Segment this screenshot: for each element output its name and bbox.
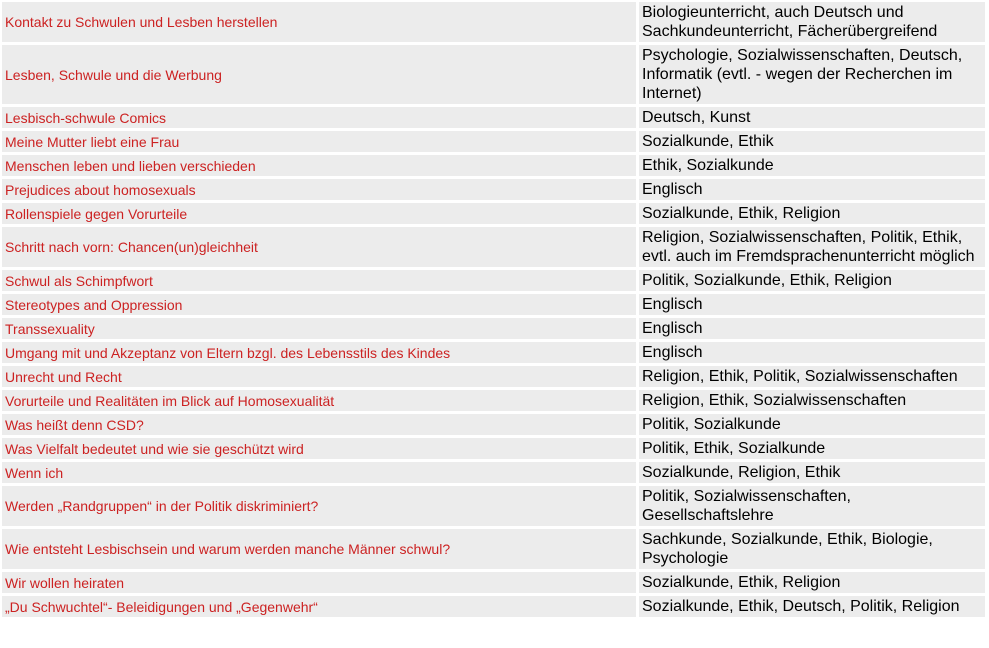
subjects-cell: Sozialkunde, Ethik, Deutsch, Politik, Religion: [639, 596, 985, 617]
table-body: [2, 2, 985, 617]
lesson-title-link[interactable]: Wir wollen heiraten: [5, 574, 125, 591]
lesson-title-cell: [2, 572, 636, 593]
lesson-title-link[interactable]: Was Vielfalt bedeutet und wie sie geschützt wird: [5, 440, 304, 457]
lesson-title-link[interactable]: Lesben, Schwule und die Werbung: [5, 66, 222, 83]
subjects-cell: Sozialkunde, Religion, Ethik: [639, 462, 985, 483]
subjects-cell: Sozialkunde, Ethik, Religion: [639, 572, 985, 593]
subjects-cell: Politik, Ethik, Sozialkunde: [639, 438, 985, 459]
table-row: [2, 572, 985, 593]
table-row: [2, 45, 985, 104]
subjects-cell: Politik, Sozialkunde: [639, 414, 985, 435]
lesson-title-link[interactable]: „Du Schwuchtel“- Beleidigungen und „Gegenwehr“: [5, 598, 318, 615]
table-row: [2, 227, 985, 267]
table-row: [2, 107, 985, 128]
subjects-cell: Englisch: [639, 294, 985, 315]
lesson-title-link[interactable]: Rollenspiele gegen Vorurteile: [5, 205, 188, 222]
lesson-title-cell: [2, 179, 636, 200]
lesson-title-link[interactable]: Wenn ich: [5, 464, 64, 481]
lesson-title-cell: [2, 270, 636, 291]
subjects-cell: Englisch: [639, 179, 985, 200]
subjects-cell: Politik, Sozialwissenschaften, Gesellschaftslehre: [639, 486, 985, 526]
lesson-title-cell: [2, 529, 636, 569]
lesson-title-link[interactable]: Menschen leben und lieben verschieden: [5, 157, 256, 174]
lesson-title-cell: [2, 227, 636, 267]
subjects-cell: Ethik, Sozialkunde: [639, 155, 985, 176]
table-row: [2, 390, 985, 411]
subjects-cell: Religion, Ethik, Sozialwissenschaften: [639, 390, 985, 411]
lesson-title-cell: [2, 203, 636, 224]
lesson-title-cell: [2, 45, 636, 104]
lesson-title-link[interactable]: Schritt nach vorn: Chancen(un)gleichheit: [5, 239, 258, 255]
table-row: [2, 486, 985, 526]
lesson-title-cell: [2, 318, 636, 339]
subjects-cell: Englisch: [639, 342, 985, 363]
table-row: [2, 462, 985, 483]
table-row: [2, 529, 985, 569]
subjects-cell: Politik, Sozialkunde, Ethik, Religion: [639, 270, 985, 291]
table-row: [2, 131, 985, 152]
lesson-title-cell: [2, 342, 636, 363]
lesson-title-link[interactable]: Schwul als Schimpfwort: [5, 272, 153, 289]
lesson-title-cell: [2, 2, 636, 42]
lesson-title-link[interactable]: Wie entsteht Lesbischsein und warum werden manche Männer schwul?: [5, 541, 451, 557]
table-row: [2, 414, 985, 435]
lesson-title-link[interactable]: Unrecht und Recht: [5, 368, 122, 385]
lesson-title-cell: [2, 294, 636, 315]
lesson-title-cell: [2, 438, 636, 459]
table-row: [2, 270, 985, 291]
lesson-title-link[interactable]: Transsexuality: [5, 320, 95, 337]
table-row: [2, 342, 985, 363]
table-row: [2, 2, 985, 42]
subjects-cell: Deutsch, Kunst: [639, 107, 985, 128]
lesson-title-link[interactable]: Werden „Randgruppen“ in der Politik diskriminiert?: [5, 498, 319, 514]
subjects-cell: Sozialkunde, Ethik, Religion: [639, 203, 985, 224]
subjects-cell: Religion, Sozialwissenschaften, Politik, Ethik, evtl. auch im Fremdsprachenunterricht möglich: [639, 227, 985, 267]
lesson-title-cell: [2, 486, 636, 526]
subjects-cell: Sozialkunde, Ethik: [639, 131, 985, 152]
lesson-title-cell: [2, 462, 636, 483]
table-row: [2, 203, 985, 224]
lesson-title-cell: [2, 366, 636, 387]
lesson-title-link[interactable]: Kontakt zu Schwulen und Lesben herstellen: [5, 14, 278, 30]
lesson-title-link[interactable]: Lesbisch-schwule Comics: [5, 109, 167, 126]
table-row: [2, 294, 985, 315]
lesson-title-link[interactable]: Meine Mutter liebt eine Frau: [5, 133, 180, 150]
lesson-title-cell: [2, 107, 636, 128]
lesson-title-link[interactable]: Vorurteile und Realitäten im Blick auf Homosexualität: [5, 392, 335, 409]
table-row: [2, 155, 985, 176]
lesson-title-cell: [2, 131, 636, 152]
table-row: [2, 179, 985, 200]
table-row: [2, 596, 985, 617]
table-row: [2, 318, 985, 339]
lesson-title-link[interactable]: Prejudices about homosexuals: [5, 181, 196, 198]
lesson-title-link[interactable]: Was heißt denn CSD?: [5, 416, 144, 433]
lesson-title-cell: [2, 155, 636, 176]
subjects-cell: Biologieunterricht, auch Deutsch und Sachkundeunterricht, Fächerübergreifend: [639, 2, 985, 42]
subjects-cell: Religion, Ethik, Politik, Sozialwissenschaften: [639, 366, 985, 387]
lesson-title-link[interactable]: Stereotypes and Oppression: [5, 296, 183, 313]
subjects-cell: Englisch: [639, 318, 985, 339]
lesson-title-link[interactable]: Umgang mit und Akzeptanz von Eltern bzgl. des Lebensstils des Kindes: [5, 344, 451, 361]
lesson-title-cell: [2, 596, 636, 617]
subjects-cell: Psychologie, Sozialwissenschaften, Deutsch, Informatik (evtl. - wegen der Recherchen im Internet): [639, 45, 985, 104]
subjects-cell: Sachkunde, Sozialkunde, Ethik, Biologie, Psychologie: [639, 529, 985, 569]
lesson-title-cell: [2, 390, 636, 411]
table-row: [2, 438, 985, 459]
lesson-title-cell: [2, 414, 636, 435]
table-row: [2, 366, 985, 387]
